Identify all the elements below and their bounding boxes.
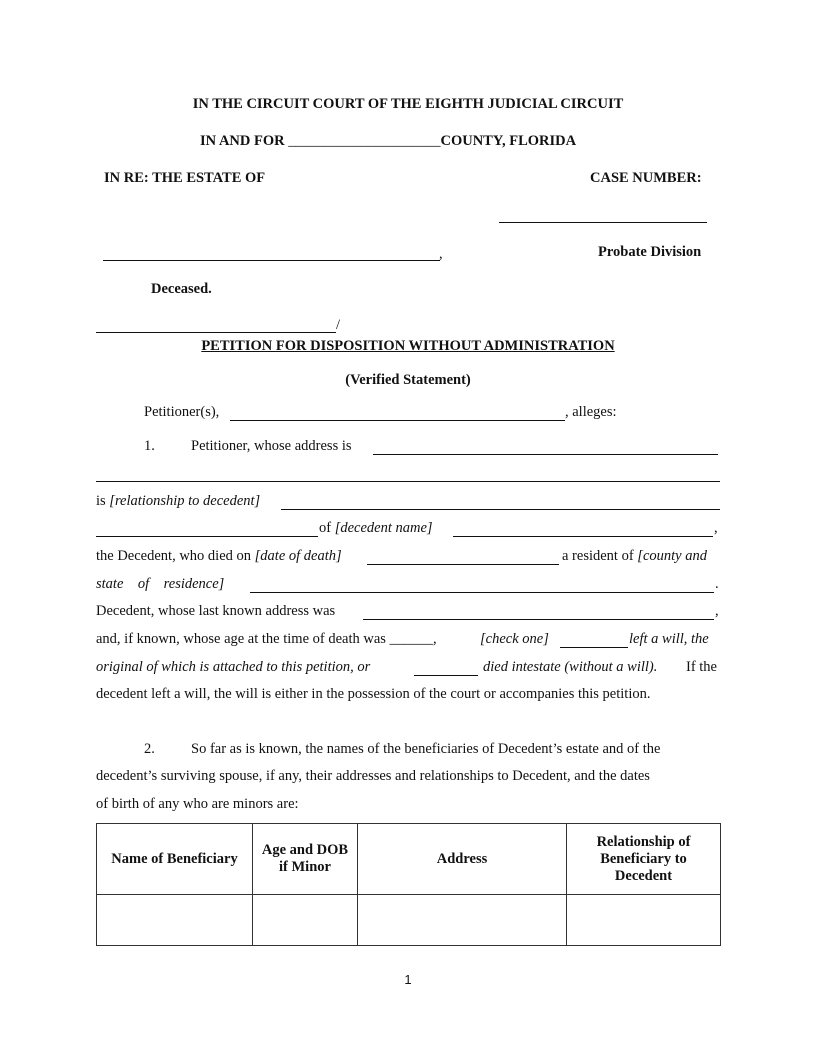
petitioner-address-line-2[interactable] xyxy=(96,481,720,482)
resident-of-text xyxy=(562,548,707,565)
original-of-text: original of which is attached to this petition, or xyxy=(96,659,371,675)
decedent-comma: , xyxy=(714,520,718,536)
court-heading: IN THE CIRCUIT COURT OF THE EIGHTH JUDICIAL CIRCUIT xyxy=(192,96,624,112)
cell-age-dob[interactable] xyxy=(253,895,358,946)
county-suffix: COUNTY, FLORIDA xyxy=(440,133,577,149)
probate-division: Probate Division xyxy=(598,244,702,260)
case-number-line[interactable] xyxy=(499,222,707,223)
last-address-line[interactable] xyxy=(363,619,714,620)
beneficiary-table xyxy=(96,823,721,946)
petitioner-address-line[interactable] xyxy=(373,454,718,455)
col-address: Address xyxy=(358,824,567,895)
state-of-residence-placeholder: state of residence] xyxy=(96,576,225,592)
petitioner-suffix: , alleges: xyxy=(565,404,617,420)
caption-slash: / xyxy=(336,317,341,333)
age-text: and, if known, whose age at the time of death was ______, xyxy=(96,631,437,647)
petition-subtitle: (Verified Statement) xyxy=(345,372,471,388)
residence-period: . xyxy=(715,576,719,592)
para2-line-3: of birth of any who are minors are: xyxy=(96,796,299,812)
caption-line xyxy=(96,332,336,333)
estate-comma: , xyxy=(439,246,443,262)
para1-number: 1. xyxy=(144,438,155,454)
county-state-line[interactable] xyxy=(250,592,714,593)
para2-number: 2. xyxy=(144,741,155,757)
died-on-text xyxy=(96,548,342,565)
col-name-of-beneficiary: Name of Beneficiary xyxy=(97,824,253,895)
will-possession-text: decedent left a will, the will is either in the possession of the court or accompanies this petition. xyxy=(96,686,651,702)
of-text: of xyxy=(319,520,332,536)
county-prefix: IN AND FOR xyxy=(200,133,285,149)
petitioner-name-line[interactable] xyxy=(230,420,565,421)
petitioner-address-label: Petitioner, whose address is xyxy=(191,438,352,454)
if-the-text: If the xyxy=(686,659,717,675)
col-relationship: Relationship of Beneficiary to Decedent xyxy=(567,824,721,895)
date-of-death-line[interactable] xyxy=(367,564,559,565)
cell-address[interactable] xyxy=(358,895,567,946)
is-text: is xyxy=(96,493,106,509)
county-and-placeholder: [county and xyxy=(637,548,707,564)
deceased-label: Deceased. xyxy=(151,281,212,297)
died-on-label: the Decedent, who died on xyxy=(96,548,252,564)
decedent-name-line[interactable] xyxy=(453,536,713,537)
estate-name-line[interactable] xyxy=(103,260,440,261)
petition-title: PETITION FOR DISPOSITION WITHOUT ADMINISTRATION xyxy=(201,338,615,354)
cell-name[interactable] xyxy=(97,895,253,946)
county-blank[interactable]: _____________________ xyxy=(288,133,441,149)
petitioner-prefix: Petitioner(s), xyxy=(144,404,220,420)
of-decedent xyxy=(319,520,433,537)
para2-line-1: So far as is known, the names of the beneficiaries of Decedent’s estate and of the xyxy=(191,741,661,757)
in-re-label: IN RE: THE ESTATE OF xyxy=(104,170,266,186)
para2-line-2: decedent’s surviving spouse, if any, their addresses and relationships to Decedent, and the dates xyxy=(96,768,650,784)
county-line xyxy=(200,133,576,150)
check-one-placeholder: [check one] xyxy=(480,631,549,647)
decedent-name-placeholder: [decedent name] xyxy=(334,520,433,536)
date-of-death-placeholder: [date of death] xyxy=(254,548,342,564)
relationship-line[interactable] xyxy=(281,509,720,510)
left-will-text: left a will, the xyxy=(629,631,709,647)
case-number-label: CASE NUMBER: xyxy=(590,170,702,186)
relationship-placeholder: [relationship to decedent] xyxy=(109,493,261,509)
table-header-row xyxy=(97,824,721,895)
died-intestate-text: died intestate (without a will). xyxy=(483,659,658,675)
col-age-dob: Age and DOB if Minor xyxy=(253,824,358,895)
relationship-line-2[interactable] xyxy=(96,536,318,537)
left-will-checkbox-line[interactable] xyxy=(560,647,628,648)
cell-relationship[interactable] xyxy=(567,895,721,946)
table-row xyxy=(97,895,721,946)
last-address-label: Decedent, whose last known address was xyxy=(96,603,336,619)
is-label xyxy=(96,493,260,510)
intestate-checkbox-line[interactable] xyxy=(414,675,478,676)
resident-of-label: a resident of xyxy=(562,548,634,564)
page-number: 1 xyxy=(404,972,412,987)
last-address-comma: , xyxy=(715,603,719,619)
